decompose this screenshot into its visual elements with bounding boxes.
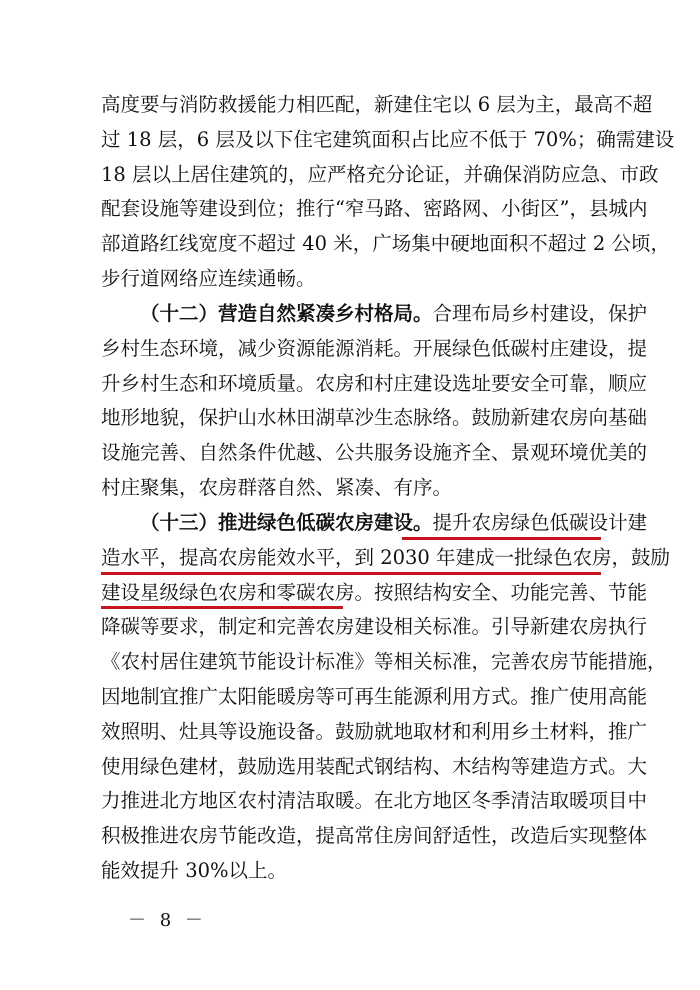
section-heading-13: （十三）推进绿色低碳农房建设。 — [140, 511, 433, 534]
text-line: 乡村生态环境，减少资源能源消耗。开展绿色低碳村庄建设，提 — [101, 336, 648, 360]
text-line: 积极推进农房节能改造，提高常住房间舒适性，改造后实现整体 — [101, 824, 648, 848]
text-line: 降碳等要求，制定和完善农房建设相关标准。引导新建农房执行 — [101, 615, 648, 639]
text-line: 因地制宜推广太阳能暖房等可再生能源利用方式。推广使用高能 — [101, 684, 648, 708]
text-line: 村庄聚集，农房群落自然、紧凑、有序。 — [101, 475, 453, 499]
text-line — [101, 541, 671, 576]
text-line: 《农村居住建筑节能设计标准》等相关标准，完善农房节能措施， — [101, 650, 667, 674]
paragraph-13 — [101, 506, 671, 889]
text-line: 升乡村生态和环境质量。农房和村庄建设选址要安全可靠，顺应 — [101, 371, 648, 395]
highlighted-text: 建设星级绿色农房和零碳农房。 — [101, 580, 375, 604]
text-line: 能效提升 30%以上。 — [101, 858, 288, 882]
red-underline — [402, 537, 601, 540]
text-line — [101, 506, 648, 541]
highlighted-text: 提升农房绿色低碳设计建 — [432, 511, 648, 534]
text-line — [101, 576, 648, 611]
text-line: 18 层以上居住建筑的，应严格充分论证，并确保消防应急、市政 — [101, 162, 659, 186]
red-underline — [101, 572, 601, 575]
paragraph-12 — [101, 297, 648, 506]
text-line: 配套设施等建设到位；推行“窄马路、密路网、小街区”，县城内 — [101, 197, 648, 221]
text-line: 步行道网络应连续通畅。 — [101, 266, 316, 290]
text-line: 使用绿色建材，鼓励选用装配式钢结构、木结构等建造方式。大 — [101, 754, 648, 778]
text-line: 效照明、灶具等设施设备。鼓励就地取材和利用乡土材料，推广 — [101, 719, 648, 743]
text-line — [101, 297, 648, 332]
paragraph-fire-safety — [101, 88, 675, 297]
page-number: － 8 － — [128, 910, 207, 931]
text-line: 力推进北方地区农村清洁取暖。在北方地区冬季清洁取暖项目中 — [101, 789, 648, 813]
text-line: 高度要与消防救援能力相匹配，新建住宅以 6 层为主，最高不超 — [101, 93, 653, 116]
section-heading-12: （十二）营造自然紧凑乡村格局。 — [140, 302, 433, 325]
text-line: 设施完善、自然条件优越、公共服务设施齐全、景观环境优美的 — [101, 441, 648, 465]
red-underline — [101, 606, 343, 609]
highlighted-text: 造水平，提高农房能效水平，到 2030 年建成一批绿色农房，鼓励 — [101, 545, 671, 569]
text-line: 过 18 层，6 层及以下住宅建筑面积占比应不低于 70%；确需建设 — [101, 127, 675, 151]
text-span: 按照结构安全、功能完善、节能 — [374, 580, 648, 604]
text-span: 合理布局乡村建设，保护 — [432, 302, 648, 325]
text-line: 地形地貌，保护山水林田湖草沙生态脉络。鼓励新建农房向基础 — [101, 406, 648, 430]
text-line: 部道路红线宽度不超过 40 米，广场集中硬地面积不超过 2 公顷， — [101, 232, 671, 256]
